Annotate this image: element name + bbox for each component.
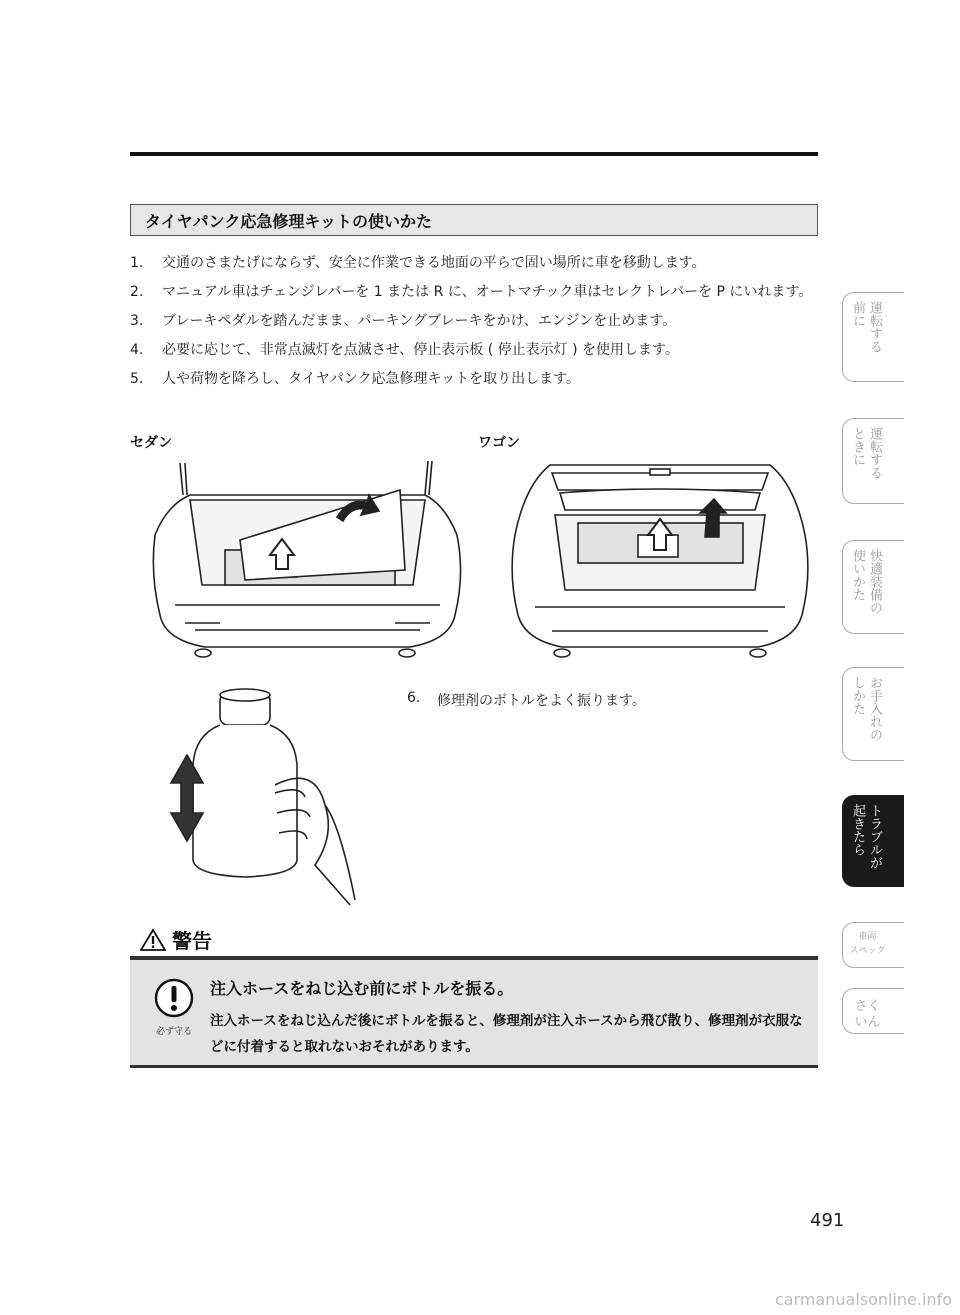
tab-while-driving[interactable]	[842, 418, 904, 504]
warning-title: 注入ホースをねじ込む前にボトルを振る。	[210, 979, 514, 998]
tab-label: ときに	[850, 427, 865, 466]
tab-troubleshooting[interactable]	[842, 795, 904, 887]
tab-index[interactable]	[842, 988, 904, 1034]
step-text: 必要に応じて、非常点滅灯を点滅させ、停止表示板 ( 停止表示灯 ) を使用します。	[162, 342, 679, 358]
tab-maintenance[interactable]	[842, 667, 904, 761]
bottle-shake-illustration	[165, 685, 380, 910]
step-text: ブレーキペダルを踏んだまま、パーキングブレーキをかけ、エンジンを止めます。	[162, 313, 677, 329]
mandatory-icon-wrap	[152, 978, 196, 1037]
warning-box	[130, 956, 818, 1068]
step-item-6	[407, 690, 646, 710]
tab-label: いん	[854, 1015, 881, 1030]
step-number: 2.	[130, 284, 144, 300]
tab-label: 使いかた	[850, 549, 865, 601]
tab-before-driving[interactable]	[842, 292, 904, 382]
wagon-label: ワゴン	[478, 435, 520, 451]
tab-vehicle-specs[interactable]	[842, 922, 904, 968]
mandatory-caption: 必ず守る	[155, 1027, 192, 1037]
tab-label: しかた	[850, 676, 865, 715]
tab-label: 運転する	[867, 301, 882, 353]
step-number: 5.	[130, 371, 144, 387]
step-number: 1.	[130, 255, 144, 271]
step-text: マニュアル車はチェンジレバーを 1 または R に、オートマチック車はセレクトレバーを P にいれます。	[162, 284, 813, 300]
step-item	[130, 252, 820, 274]
step-item	[130, 368, 820, 390]
sedan-label: セダン	[130, 435, 173, 451]
tab-label: 前に	[850, 301, 865, 327]
tab-label: 快適装備の	[867, 549, 882, 614]
step-number: 6.	[407, 690, 421, 706]
tab-label: スペック	[849, 946, 886, 956]
tab-label: トラブルが	[867, 804, 882, 869]
step-text: 人や荷物を降ろし、タイヤパンク応急修理キットを取り出します。	[162, 371, 581, 387]
wagon-trunk-illustration	[500, 455, 820, 665]
warning-triangle-icon	[140, 928, 166, 952]
tab-label: お手入れの	[867, 676, 882, 741]
tab-comfort-equipment[interactable]	[842, 540, 904, 634]
tab-label: 起きたら	[850, 804, 865, 856]
exclamation-circle-icon	[154, 978, 194, 1018]
page-number: 491	[810, 1210, 845, 1231]
top-rule	[130, 152, 818, 156]
step-text: 修理剤のボトルをよく振ります。	[437, 693, 646, 709]
warning-heading	[140, 925, 212, 954]
watermark: carmanualsonline.info	[774, 1290, 952, 1309]
tab-label: 運転する	[867, 427, 882, 479]
step-number: 4.	[130, 342, 144, 358]
step-item	[130, 339, 820, 361]
warning-body: 注入ホースをねじ込んだ後にボトルを振ると、修理剤が注入ホースから飛び散り、修理剤が衣服などに付着すると取れないおそれがあります。	[210, 1013, 803, 1055]
step-item	[130, 281, 820, 303]
steps-list	[130, 252, 820, 397]
step-number: 3.	[130, 313, 144, 329]
section-title: タイヤパンク応急修理キットの使いかた	[130, 204, 818, 236]
tab-label: さく	[854, 999, 881, 1014]
tab-label: 車両	[858, 932, 877, 942]
warning-heading-text: 警告	[172, 929, 212, 953]
step-text: 交通のさまたげにならず、安全に作業できる地面の平らで固い場所に車を移動します。	[162, 255, 706, 271]
step-item	[130, 310, 820, 332]
sedan-trunk-illustration	[145, 455, 470, 665]
